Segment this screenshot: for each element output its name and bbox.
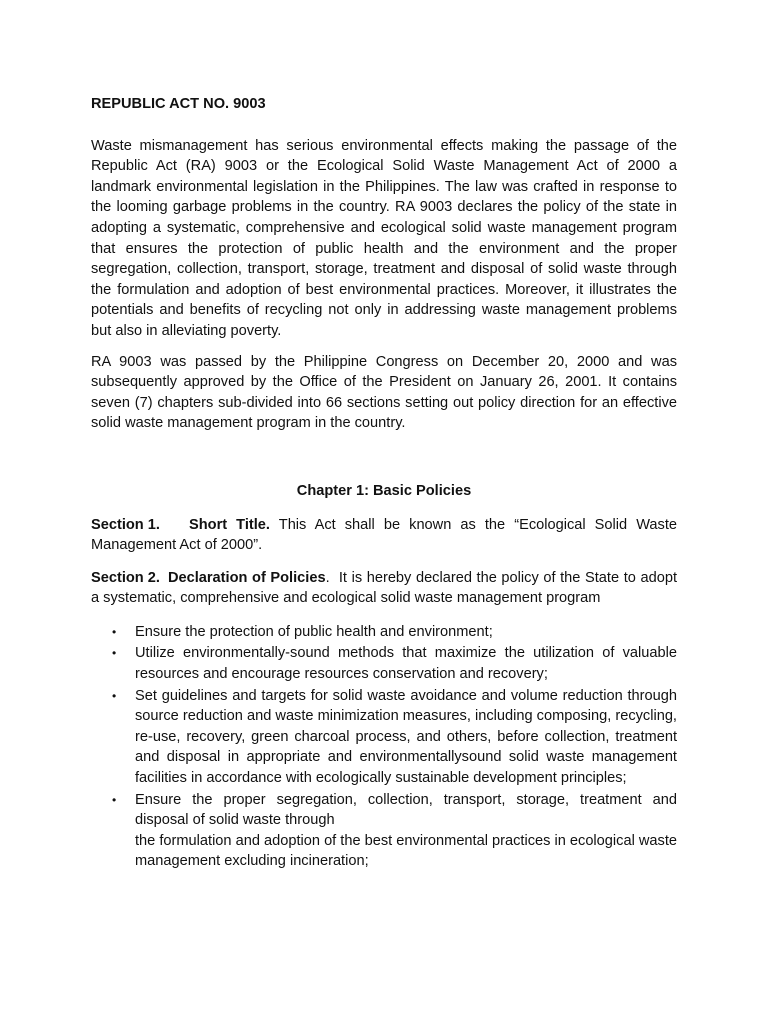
bullet-icon: • xyxy=(112,688,117,703)
list-item xyxy=(91,622,677,643)
chapter-heading: Chapter 1: Basic Policies xyxy=(296,482,472,499)
document-page xyxy=(91,94,677,873)
policy-bullet-list xyxy=(91,622,677,872)
section-2-title-punct: . xyxy=(325,569,330,586)
section-1-text: This Act shall be known as the “Ecological Solid Waste Management Act of 2000”. xyxy=(91,516,678,554)
list-item xyxy=(91,686,677,789)
section-1-number: Section 1. xyxy=(91,516,160,533)
section-2 xyxy=(91,568,677,609)
bullet-continuation-text: the formulation and adoption of the best environmental practices in ecological waste management excluding incineration; xyxy=(135,832,677,870)
section-2-title: Declaration of Policies xyxy=(167,569,326,586)
bullet-text: Utilize environmentally-sound methods that maximize the utilization of valuable resources and encourage resources conservation and recovery; xyxy=(135,645,677,683)
bullet-icon: • xyxy=(112,624,117,639)
section-1 xyxy=(91,515,677,556)
bullet-text: Set guidelines and targets for solid waste avoidance and volume reduction through source reduction and waste minimization measures, including composing, recycling, re-use, recovery, green charcoal process, and others, before collection, treatment and disposal in appropriate and environmentallysound solid waste management facilities in accordance with ecologically sustainable development principles; xyxy=(135,687,677,787)
list-item xyxy=(91,790,677,872)
section-2-text: It is hereby declared the policy of the State to adopt a systematic, comprehensive and ecological solid waste management program xyxy=(91,569,678,607)
section-1-title: Short Title. xyxy=(189,516,270,533)
intro-paragraph-1: Waste mismanagement has serious environmental effects making the passage of the Republic Act (RA) 9003 or the Ecological Solid Waste Management Act of 2000 a landmark environmental legislation in the Philippines. The law was crafted in response to the looming garbage problems in the country. RA 9003 declares the policy of the state in adopting a systematic, comprehensive and ecological solid waste management program that ensures the protection of public health and the environment and the proper segregation, collection, transport, storage, treatment and disposal of solid waste through the formulation and adoption of best environmental practices. Moreover, it illustrates the potentials and benefits of recycling not only in addressing waste management problems but also in alleviating poverty. xyxy=(91,137,677,339)
bullet-icon: • xyxy=(112,646,117,661)
bullet-text: Ensure the protection of public health and environment; xyxy=(135,623,493,640)
intro-paragraph-2: RA 9003 was passed by the Philippine Congress on December 20, 2000 and was subsequently approved by the Office of the President on January 26, 2001. It contains seven (7) chapters sub-divided into 66 sections setting out policy direction for an effective solid waste management program in the country. xyxy=(91,353,677,432)
list-item xyxy=(91,643,677,684)
bullet-text: Ensure the proper segregation, collection, transport, storage, treatment and disposal of solid waste through xyxy=(135,791,677,829)
bullet-icon: • xyxy=(112,792,117,807)
section-2-number: Section 2. xyxy=(91,569,160,586)
document-title: REPUBLIC ACT NO. 9003 xyxy=(91,96,266,112)
